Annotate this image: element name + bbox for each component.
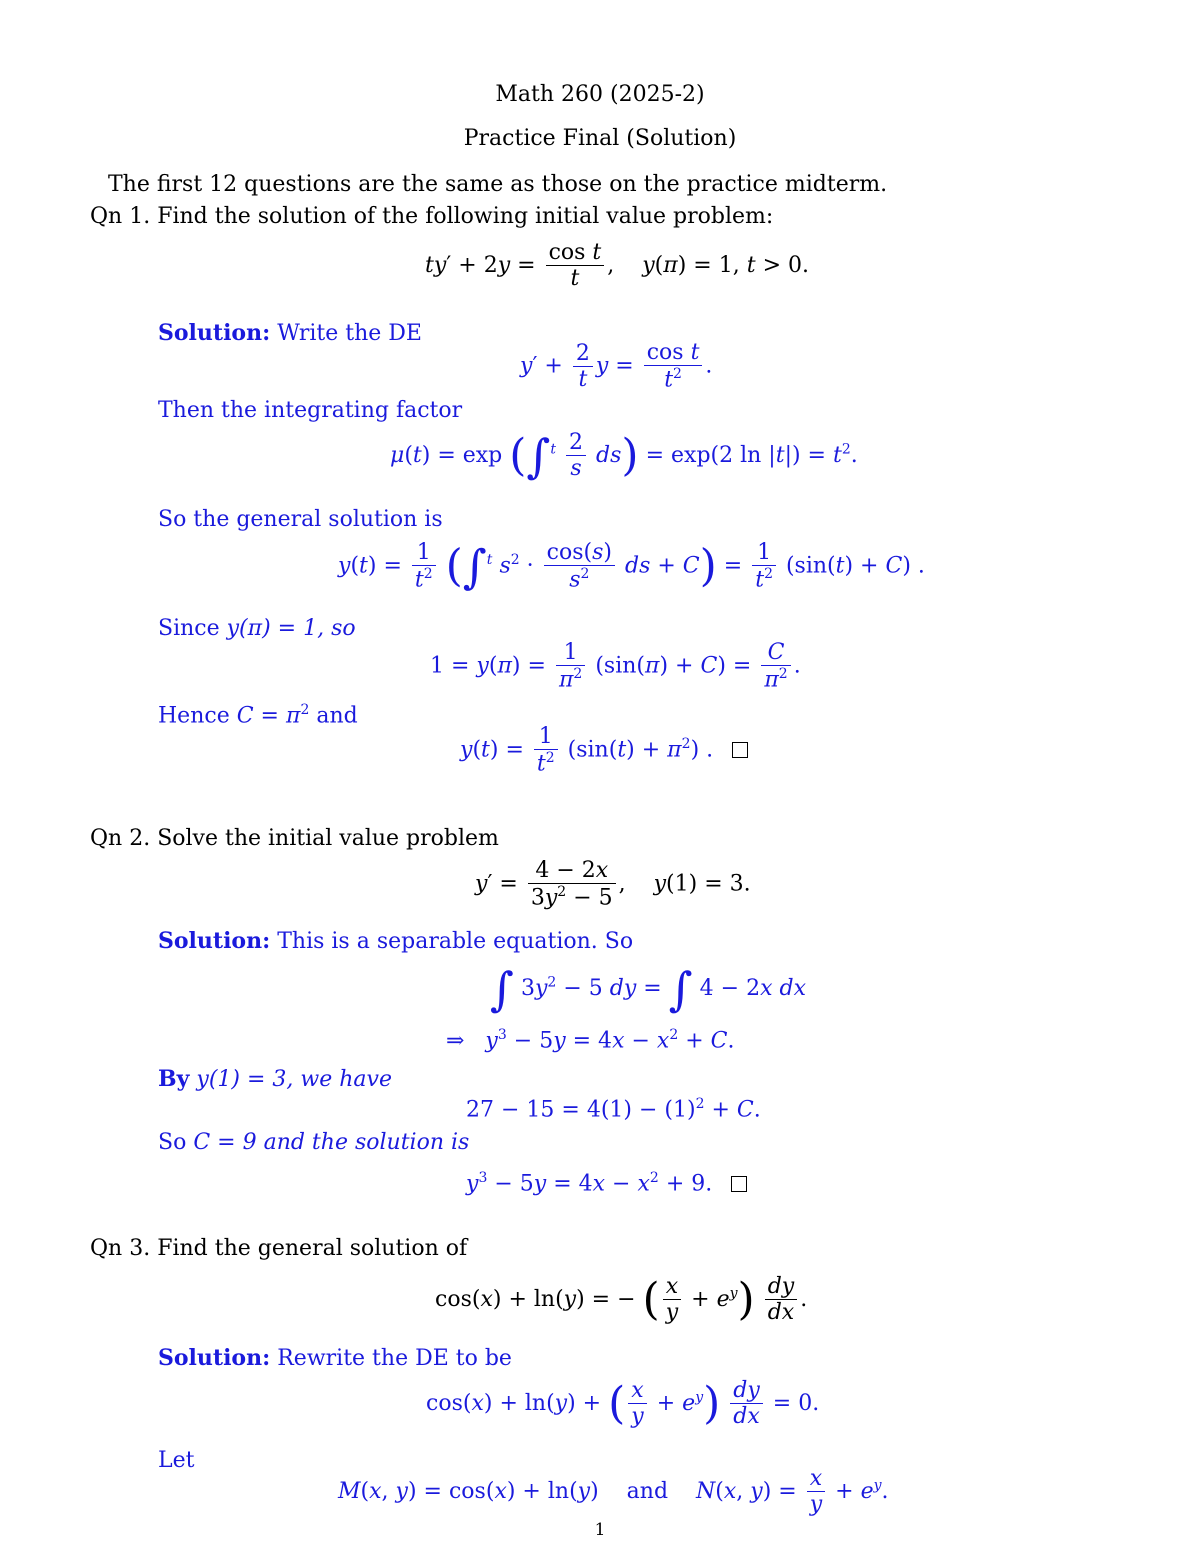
q1-solution-text: Write the DE — [277, 321, 422, 346]
q3-solution-text: Rewrite the DE to be — [277, 1346, 512, 1371]
q2-so-text: So — [158, 1130, 187, 1155]
equation-q1-general-solution: y(t) = $\frac{1}{t^2}$ (∫$^t$ $s^2$ · $\frac{\cos(s)}{s^2}$ ds + C) = $\frac{1}{t^2}$ (sin(t) + C) . — [338, 539, 925, 594]
page-number: 1 — [594, 1520, 606, 1540]
q1-general-text: So the general solution is — [158, 507, 443, 532]
q1-hence-and: and — [316, 703, 358, 729]
equation-q2-ivp: y′ = $\frac{4 - 2x}{3y^2 - 5}$ , y(1) = 3. — [475, 858, 751, 911]
q2-solution-text: This is a separable equation. So — [277, 929, 634, 954]
q2-so-line — [158, 1130, 469, 1155]
question-2-label: Qn 2. — [90, 826, 151, 851]
question-2-prompt — [90, 826, 499, 851]
equation-q2-implicit: ⇒ $y^3 - 5y = 4x - x^2 + C$. — [446, 1027, 735, 1054]
equation-q3-mn: M(x, y) = cos(x) + ln(y) and N(x, y) = $\frac{x}{y}$ + $e^y$. — [338, 1466, 889, 1518]
equation-q2-substitute: $27 - 15 = 4(1) - (1)^2 + C$. — [466, 1096, 761, 1123]
q1-hence-cond: C = π — [236, 703, 301, 729]
q2-so-cond: C = 9 and the solution is — [193, 1130, 470, 1155]
question-2-text: Solve the initial value problem — [157, 826, 499, 851]
q1-then-text: Then the integrating factor — [158, 398, 463, 423]
intro-text: The first 12 questions are the same as those on the practice midterm. — [108, 172, 888, 197]
course-title: Math 260 (2025-2) — [495, 82, 705, 107]
solution-label: Solution: — [158, 1345, 271, 1371]
q1-since-cond: y(π) = 1, so — [226, 616, 356, 641]
question-1-label: Qn 1. — [90, 204, 151, 229]
q1-hence-text: Hence — [158, 703, 230, 729]
question-1-prompt — [90, 204, 773, 229]
qed-box-icon — [732, 742, 748, 758]
equation-q2-integral: ∫ $3y^2 - 5$ dy = ∫ 4 − 2x dx — [490, 962, 806, 1016]
q1-since-line — [158, 616, 356, 641]
equation-q1-initial-condition: 1 = y(π) = $\frac{1}{\pi^2}$ (sin(π) + C) = $\frac{C}{\pi^2}$ . — [430, 640, 801, 693]
question-1-text: Find the solution of the following initial value problem: — [157, 204, 774, 229]
equation-q1-standard-form: y′ + $\frac{2}{t}$ y = $\frac{\text{cos t}}{t^2}$ . — [520, 340, 713, 393]
qed-box-icon — [731, 1176, 747, 1192]
solution-label: Solution: — [158, 320, 271, 346]
equation-q1-final: y(t) = $\frac{1}{t^2}$ $(\sin(t) + \pi^2)$ . — [460, 724, 748, 777]
q2-by-line — [158, 1066, 392, 1092]
q2-solution-intro — [158, 928, 633, 954]
equation-q1-ivp: ty′ + 2y = $\frac{\text{cos t}}{t}$ , y(π) = 1, t > 0. — [425, 240, 809, 292]
question-3-prompt — [90, 1236, 467, 1261]
solution-label: Solution: — [158, 928, 271, 954]
q3-and-text: and — [626, 1478, 669, 1504]
q1-since-text: Since — [158, 616, 220, 641]
q3-let-text: Let — [158, 1448, 195, 1473]
q1-hence-line: Hence $C = \pi^2$ and — [158, 702, 358, 729]
question-3-text: Find the general solution of — [157, 1236, 468, 1261]
q2-by-cond: y(1) = 3, we have — [196, 1067, 392, 1092]
equation-q2-final: $y^3 - 5y = 4x - x^2 + 9$. — [466, 1170, 747, 1196]
question-3-label: Qn 3. — [90, 1236, 151, 1261]
equation-q1-integrating-factor: μ(t) = exp (∫$^t$ $\frac{2}{s}$ ds) = exp(2 $\ln |t|) = t^2$. — [390, 428, 858, 483]
equation-q3-de: cos(x) + ln(y) = − ( $\frac{x}{y}$ + $e^y$) $\frac{dy}{dx}$ . — [435, 1273, 808, 1326]
q2-by-text: By — [158, 1066, 190, 1092]
page-title: Practice Final (Solution) — [463, 126, 737, 151]
q3-solution-intro — [158, 1345, 512, 1371]
equation-q3-rewritten: cos(x) + ln(y) + ( $\frac{x}{y}$ + $e^y$) $\frac{dy}{dx}$ = 0. — [426, 1377, 820, 1430]
q1-solution-intro — [158, 320, 422, 346]
